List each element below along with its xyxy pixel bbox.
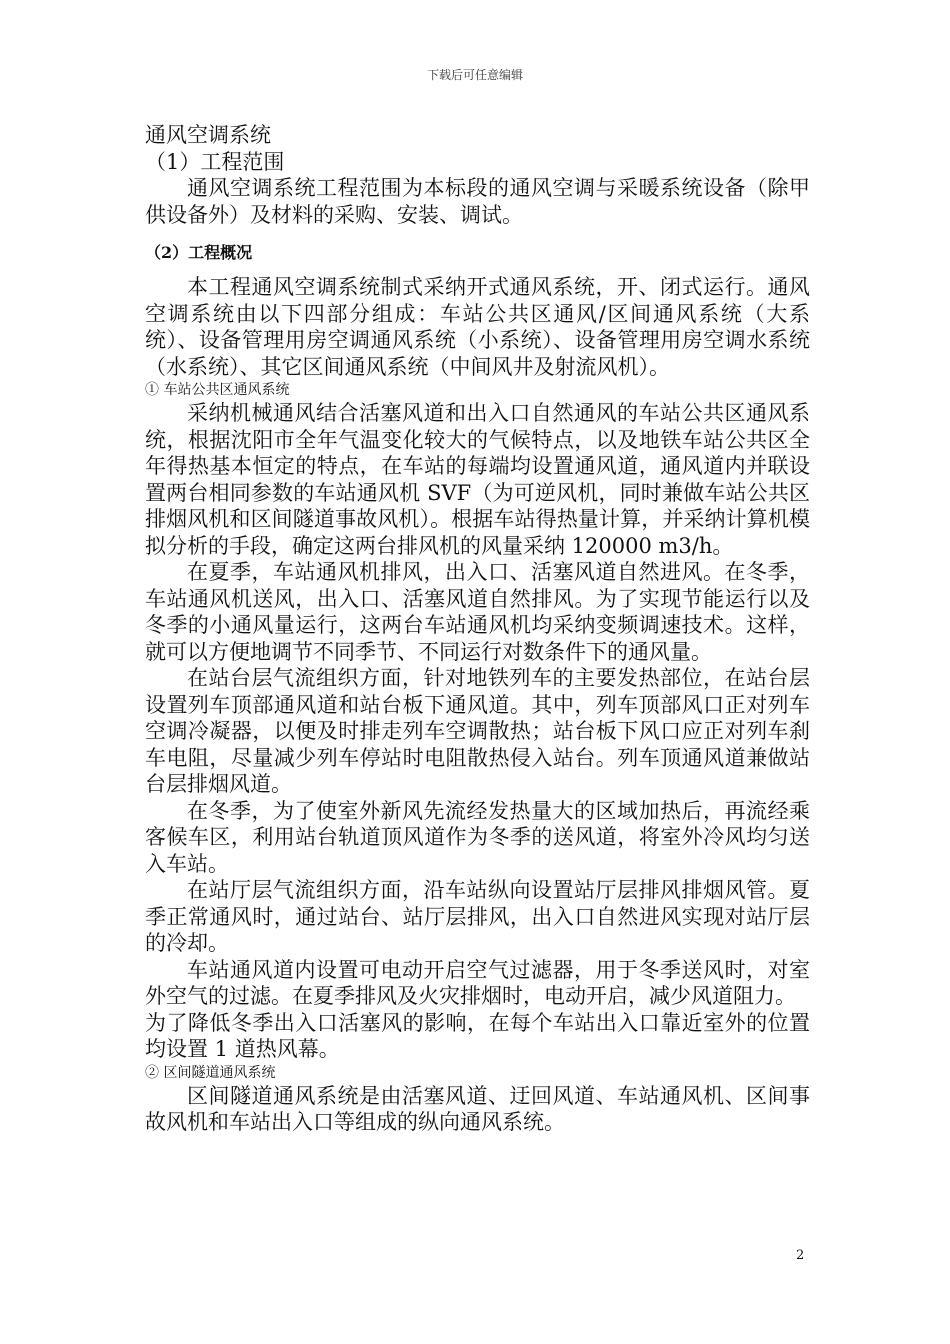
subsection-2-heading: ② 区间隧道通风系统 (145, 1064, 276, 1081)
section-1-heading: （1）工程范围 (145, 149, 285, 174)
page-number: 2 (796, 1248, 805, 1263)
section-2-paragraph: 本工程通风空调系统制式采纳开式通风系统，开、闭式运行。通风空调系统由以下四部分组成：车站公共区通风/区间通风系统（大系统）、设备管理用房空调通风系统（小系统）、设备管理用房空调水系统（水系统）、其它区间通风系统（中间风井及射流风机）。 (145, 275, 810, 379)
section-1-paragraph: 通风空调系统工程范围为本标段的通风空调与采暖系统设备（除甲供设备外）及材料的采购、安装、调试。 (145, 176, 810, 227)
paragraph-5: 在站厅层气流组织方面，沿车站纵向设置站厅层排风排烟风管。夏季正常通风时，通过站台、站厅层排风，出入口自然进风实现对站厅层的冷却。 (145, 878, 810, 955)
paragraph-4: 在冬季，为了使室外新风先流经发热量大的区域加热后，再流经乘客候车区，利用站台轨道顶风道作为冬季的送风道，将室外冷风均匀送入车站。 (145, 798, 810, 876)
paragraph-7: 为了降低冬季出入口活塞风的影响，在每个车站出入口靠近室外的位置均设置 1 道热风幕。 (145, 1010, 810, 1061)
paragraph-8: 区间隧道通风系统是由活塞风道、迂回风道、车站通风机、区间事故风机和车站出入口等组成的纵向通风系统。 (145, 1083, 810, 1134)
paragraph-1: 采纳机械通风结合活塞风道和出入口自然通风的车站公共区通风系统，根据沈阳市全年气温变化较大的气候特点，以及地铁车站公共区全年得热基本恒定的特点，在车站的每端均设置通风道，通风道内并联设置两台相同参数的车站通风机 SVF（为可逆风机，同时兼做车站公共区排烟风机和区间隧道事故风机）。根据车站得热量计算，并采纳计算机模拟分析的手段，确定这两台排风机的风量采纳 120000 m3/h。 (145, 401, 810, 558)
paragraph-2: 在夏季，车站通风机排风，出入口、活塞风道自然进风。在冬季，车站通风机送风，出入口、活塞风道自然排风。为了实现节能运行以及冬季的小通风量运行，这两台车站通风机均采纳变频调速技术。这样，就可以方便地调节不同季节、不同运行对数条件下的通风量。 (145, 560, 810, 664)
page-header: 下载后可任意编辑 (426, 68, 523, 82)
subsection-1-heading: ① 车站公共区通风系统 (145, 382, 290, 398)
document-body (145, 122, 810, 1136)
section-title: 通风空调系统 (145, 123, 271, 147)
paragraph-3: 在站台层气流组织方面，针对地铁列车的主要发热部位，在站台层设置列车顶部通风道和站台板下通风道。其中，列车顶部风口正对列车空调冷凝器，以便及时排走列车空调散热；站台板下风口应正对列车刹车电阻，尽量减少列车停站时电阻散热侵入站台。列车顶通风道兼做站台层排烟风道。 (145, 666, 810, 796)
section-2-heading: （2）工程概况 (145, 243, 253, 262)
paragraph-6: 车站通风道内设置可电动开启空气过滤器，用于冬季送风时，对室外空气的过滤。在夏季排风及火灾排烟时，电动开启，减少风道阻力。 (145, 957, 810, 1008)
